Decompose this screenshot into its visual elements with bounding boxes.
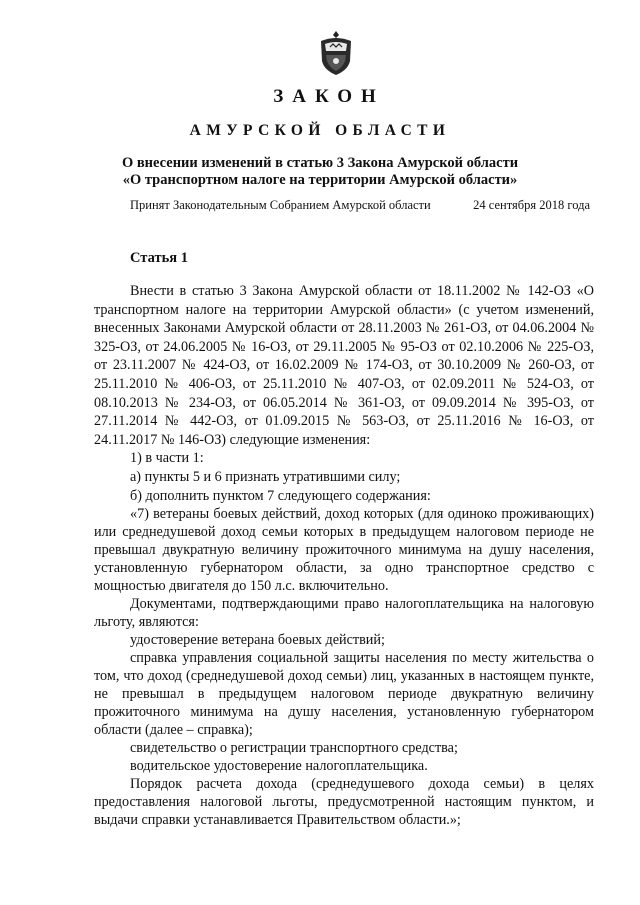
article-heading: Статья 1 bbox=[130, 250, 188, 266]
adopted-date: 24 сентября 2018 года bbox=[473, 198, 590, 212]
adopted-by: Принят Законодательным Собранием Амурской области bbox=[130, 198, 431, 212]
law-subject-line-1: О внесении изменений в статью 3 Закона Амурской области bbox=[121, 155, 519, 171]
document-item-1: удостоверение ветерана боевых действий; bbox=[130, 632, 385, 649]
law-subject-line-2: «О транспортном налоге на территории Амурской области» bbox=[122, 172, 518, 188]
procedure-paragraph: Порядок расчета дохода (среднедушевого дохода семьи) в целях предоставления налоговой льготы, предусмотренной настоящим пунктом, и выдачи справки устанавливается Правительством области.»; bbox=[94, 776, 594, 829]
article-intro: Внести в статью 3 Закона Амурской области от 18.11.2002 № 142-ОЗ «О транспортном налоге на территории Амурской области» (с учетом изменений, внесенных Законами Амурской области от 28.11.2003 № 261-ОЗ, от 04.06.2004 № 325-ОЗ, от 24.06.2005 № 16-ОЗ, от 29.11.2005 № 95-ОЗ от 02.10.2006 № 225-ОЗ, от 23.11.2007 № 424-ОЗ, от 16.02.2009 № 174-ОЗ, от 30.10.2009 № 260-ОЗ, от 25.11.2010 № 406-ОЗ, от 25.11.2010 № 407-ОЗ, от 02.09.2011 № 524-ОЗ, от 08.10.2013 № 234-ОЗ, от 06.05.2014 № 361-ОЗ, от 09.09.2014 № 395-ОЗ, от 27.11.2014 № 442-ОЗ, от 01.09.2015 № 563-ОЗ, от 25.11.2016 № 16-ОЗ, от 24.11.2017 № 146-ОЗ) следующие изменения: bbox=[94, 283, 594, 448]
coat-of-arms-icon bbox=[317, 30, 355, 76]
point-7: «7) ветераны боевых действий, доход которых (для одиноко проживающих) или среднедушевой доход семьи которых в предыдущем налоговом периоде не превышал двукратную величину прожиточного минимума на душу населения, установленную губернатором области, за одно транспортное средство с мощностью двигателя до 150 л.с. включительно. bbox=[94, 506, 594, 595]
article-body bbox=[94, 282, 594, 829]
document-item-2: справка управления социальной защиты населения по месту жительства о том, что доход (среднедушевой доход семьи) лиц, указанных в настоящем пункте, не превышал в предыдущем налоговом периоде двукратную величину прожиточного минимума на душу населения, установленную губернатором области (далее – справка); bbox=[94, 650, 594, 739]
region-title: АМУРСКОЙ ОБЛАСТИ bbox=[189, 122, 451, 139]
documents-intro: Документами, подтверждающими право налогоплательщика на налоговую льготу, являются: bbox=[94, 596, 594, 631]
item-1: 1) в части 1: bbox=[130, 450, 204, 467]
law-subject bbox=[0, 155, 640, 189]
document-item-3: свидетельство о регистрации транспортного средства; bbox=[130, 740, 458, 757]
document-item-4: водительское удостоверение налогоплательщика. bbox=[130, 758, 428, 775]
adoption-info bbox=[130, 198, 590, 213]
law-title: ЗАКОН bbox=[273, 86, 385, 107]
item-b: б) дополнить пунктом 7 следующего содержания: bbox=[130, 487, 431, 504]
item-a: а) пункты 5 и 6 признать утратившими силу; bbox=[130, 468, 401, 485]
